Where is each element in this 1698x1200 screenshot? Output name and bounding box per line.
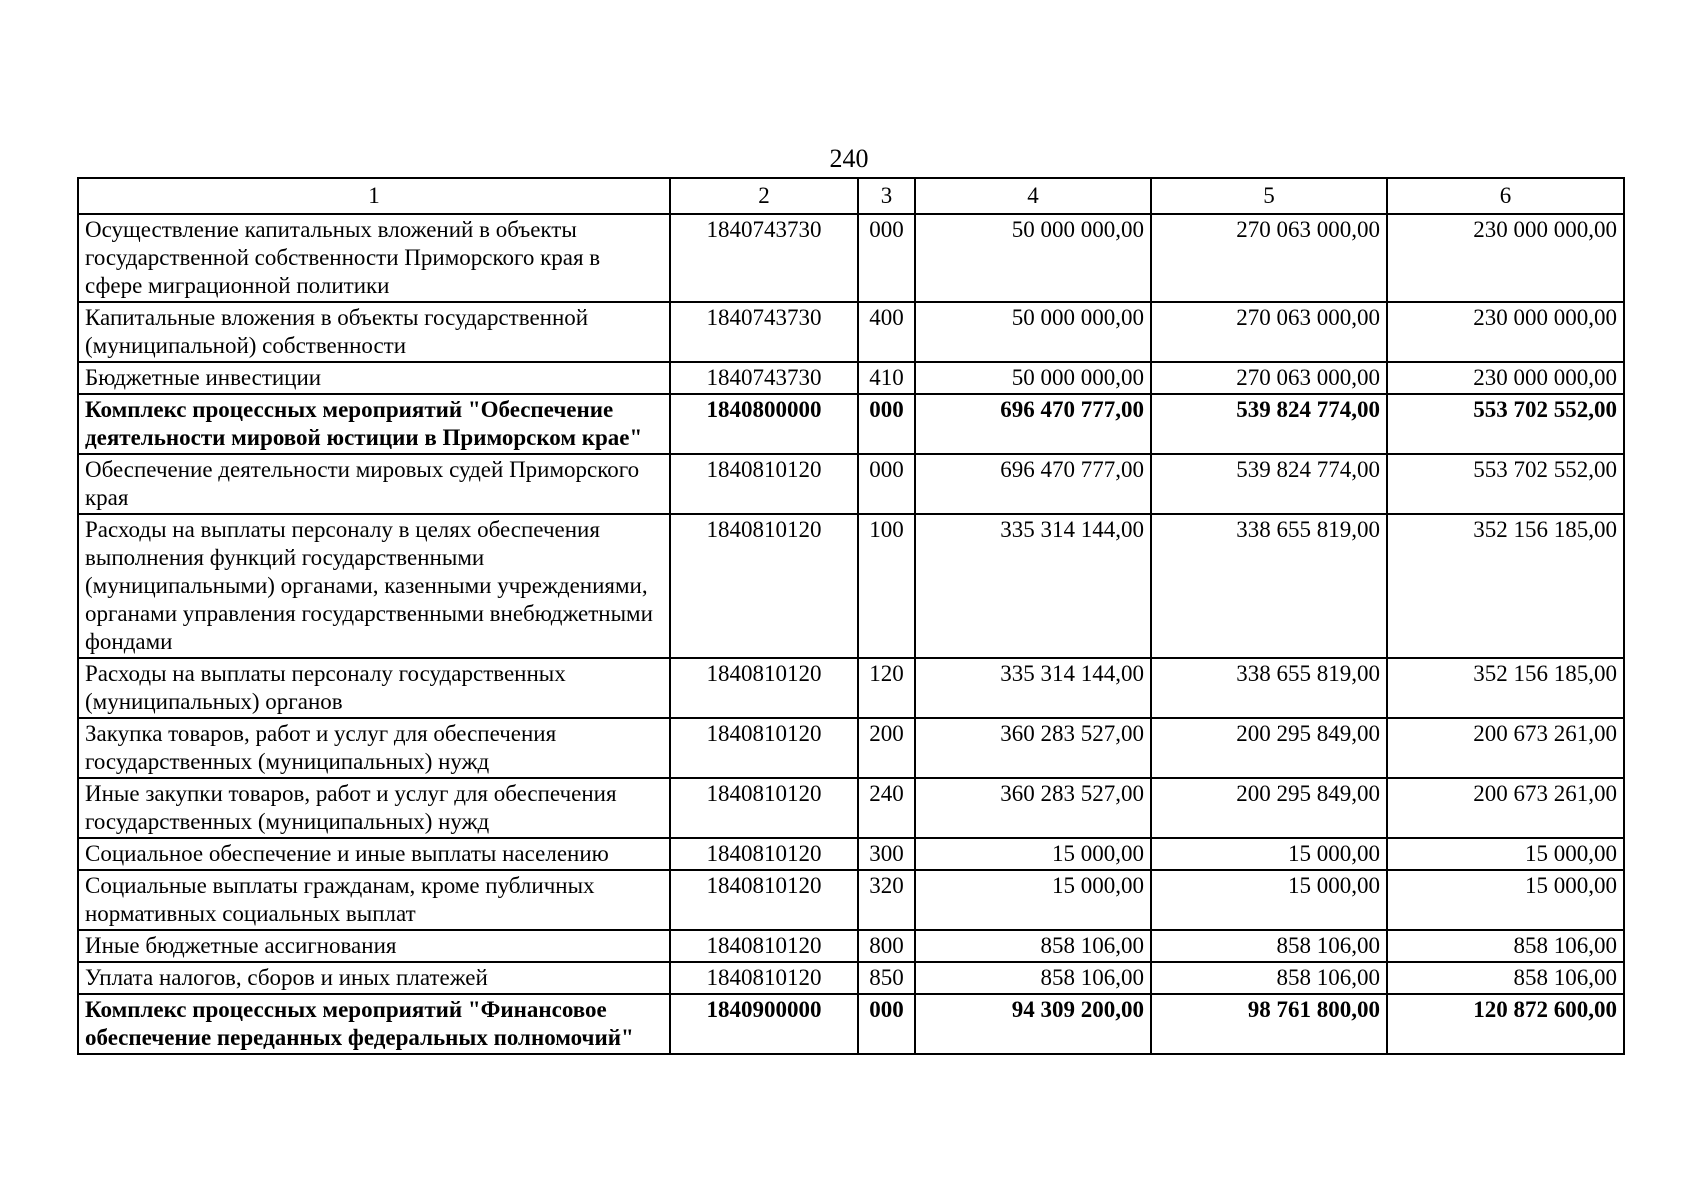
- table-row: [78, 302, 1624, 362]
- row-amount-col4: 335 314 144,00: [915, 514, 1151, 658]
- row-code: 1840743730: [670, 302, 858, 362]
- row-name: Расходы на выплаты персоналу в целях обеспечения выполнения функций государственными (муниципальными) органами, казенными учреждениями, органами управления государственными внебюджетными фондами: [78, 514, 670, 658]
- table-row: [78, 718, 1624, 778]
- row-code: 1840810120: [670, 930, 858, 962]
- row-amount-col6: 200 673 261,00: [1387, 778, 1624, 838]
- row-amount-col5: 858 106,00: [1151, 930, 1387, 962]
- row-name: Закупка товаров, работ и услуг для обеспечения государственных (муниципальных) нужд: [78, 718, 670, 778]
- row-amount-col5: 270 063 000,00: [1151, 214, 1387, 302]
- row-name: Расходы на выплаты персоналу государственных (муниципальных) органов: [78, 658, 670, 718]
- row-amount-col4: 50 000 000,00: [915, 302, 1151, 362]
- header-col-3: 3: [858, 178, 915, 214]
- table-row-section: [78, 394, 1624, 454]
- row-amount-col5: 858 106,00: [1151, 962, 1387, 994]
- table-row-section: [78, 994, 1624, 1054]
- row-code: 1840810120: [670, 838, 858, 870]
- row-code: 1840810120: [670, 870, 858, 930]
- table-row: [78, 930, 1624, 962]
- row-amount-col4: 696 470 777,00: [915, 394, 1151, 454]
- row-amount-col6: 553 702 552,00: [1387, 394, 1624, 454]
- row-name: Уплата налогов, сборов и иных платежей: [78, 962, 670, 994]
- row-code: 1840810120: [670, 962, 858, 994]
- header-row: [78, 178, 1624, 214]
- row-amount-col6: 15 000,00: [1387, 838, 1624, 870]
- table-row: [78, 778, 1624, 838]
- row-amount-col4: 335 314 144,00: [915, 658, 1151, 718]
- row-expense-type: 400: [858, 302, 915, 362]
- row-code: 1840810120: [670, 778, 858, 838]
- row-amount-col4: 15 000,00: [915, 838, 1151, 870]
- row-expense-type: 300: [858, 838, 915, 870]
- header-col-4: 4: [915, 178, 1151, 214]
- table-row: [78, 838, 1624, 870]
- row-amount-col4: 360 283 527,00: [915, 778, 1151, 838]
- row-code: 1840743730: [670, 362, 858, 394]
- row-amount-col6: 230 000 000,00: [1387, 214, 1624, 302]
- row-code: 1840810120: [670, 718, 858, 778]
- row-expense-type: 100: [858, 514, 915, 658]
- row-amount-col4: 50 000 000,00: [915, 214, 1151, 302]
- row-amount-col5: 338 655 819,00: [1151, 658, 1387, 718]
- row-expense-type: 000: [858, 214, 915, 302]
- row-code: 1840810120: [670, 454, 858, 514]
- row-amount-col6: 200 673 261,00: [1387, 718, 1624, 778]
- row-expense-type: 850: [858, 962, 915, 994]
- table-row: [78, 214, 1624, 302]
- row-amount-col4: 50 000 000,00: [915, 362, 1151, 394]
- row-amount-col6: 230 000 000,00: [1387, 362, 1624, 394]
- row-amount-col5: 98 761 800,00: [1151, 994, 1387, 1054]
- row-code: 1840810120: [670, 658, 858, 718]
- row-name: Обеспечение деятельности мировых судей Приморского края: [78, 454, 670, 514]
- row-name: Осуществление капитальных вложений в объекты государственной собственности Приморского края в сфере миграционной политики: [78, 214, 670, 302]
- table-row: [78, 658, 1624, 718]
- table-row: [78, 362, 1624, 394]
- row-expense-type: 000: [858, 394, 915, 454]
- row-name: Иные бюджетные ассигнования: [78, 930, 670, 962]
- row-code: 1840810120: [670, 514, 858, 658]
- row-amount-col5: 270 063 000,00: [1151, 302, 1387, 362]
- row-amount-col6: 352 156 185,00: [1387, 658, 1624, 718]
- header-col-5: 5: [1151, 178, 1387, 214]
- table-row: [78, 870, 1624, 930]
- row-amount-col5: 270 063 000,00: [1151, 362, 1387, 394]
- header-col-1: 1: [78, 178, 670, 214]
- row-name: Комплекс процессных мероприятий "Обеспечение деятельности мировой юстиции в Приморском крае": [78, 394, 670, 454]
- row-name: Социальные выплаты гражданам, кроме публичных нормативных социальных выплат: [78, 870, 670, 930]
- row-amount-col5: 200 295 849,00: [1151, 778, 1387, 838]
- row-code: 1840743730: [670, 214, 858, 302]
- row-amount-col4: 94 309 200,00: [915, 994, 1151, 1054]
- row-expense-type: 800: [858, 930, 915, 962]
- row-amount-col4: 696 470 777,00: [915, 454, 1151, 514]
- row-amount-col6: 858 106,00: [1387, 962, 1624, 994]
- row-expense-type: 120: [858, 658, 915, 718]
- page-number: 240: [829, 144, 869, 173]
- row-amount-col6: 352 156 185,00: [1387, 514, 1624, 658]
- row-name: Иные закупки товаров, работ и услуг для обеспечения государственных (муниципальных) нужд: [78, 778, 670, 838]
- row-expense-type: 000: [858, 454, 915, 514]
- row-name: Комплекс процессных мероприятий "Финансовое обеспечение переданных федеральных полномочий": [78, 994, 670, 1054]
- row-expense-type: 000: [858, 994, 915, 1054]
- row-amount-col5: 200 295 849,00: [1151, 718, 1387, 778]
- row-amount-col5: 15 000,00: [1151, 838, 1387, 870]
- row-amount-col6: 858 106,00: [1387, 930, 1624, 962]
- header-col-2: 2: [670, 178, 858, 214]
- header-col-6: 6: [1387, 178, 1624, 214]
- table-row: [78, 962, 1624, 994]
- row-amount-col5: 15 000,00: [1151, 870, 1387, 930]
- row-amount-col4: 858 106,00: [915, 962, 1151, 994]
- row-amount-col6: 120 872 600,00: [1387, 994, 1624, 1054]
- row-code: 1840900000: [670, 994, 858, 1054]
- row-name: Капитальные вложения в объекты государственной (муниципальной) собственности: [78, 302, 670, 362]
- budget-table: [77, 177, 1625, 1055]
- row-amount-col6: 230 000 000,00: [1387, 302, 1624, 362]
- table-row: [78, 454, 1624, 514]
- row-amount-col4: 15 000,00: [915, 870, 1151, 930]
- row-expense-type: 410: [858, 362, 915, 394]
- row-amount-col4: 360 283 527,00: [915, 718, 1151, 778]
- row-amount-col4: 858 106,00: [915, 930, 1151, 962]
- row-amount-col5: 539 824 774,00: [1151, 394, 1387, 454]
- row-code: 1840800000: [670, 394, 858, 454]
- row-amount-col6: 15 000,00: [1387, 870, 1624, 930]
- row-expense-type: 240: [858, 778, 915, 838]
- row-name: Социальное обеспечение и иные выплаты населению: [78, 838, 670, 870]
- row-expense-type: 200: [858, 718, 915, 778]
- row-amount-col5: 539 824 774,00: [1151, 454, 1387, 514]
- table-row: [78, 514, 1624, 658]
- row-expense-type: 320: [858, 870, 915, 930]
- row-amount-col5: 338 655 819,00: [1151, 514, 1387, 658]
- row-amount-col6: 553 702 552,00: [1387, 454, 1624, 514]
- row-name: Бюджетные инвестиции: [78, 362, 670, 394]
